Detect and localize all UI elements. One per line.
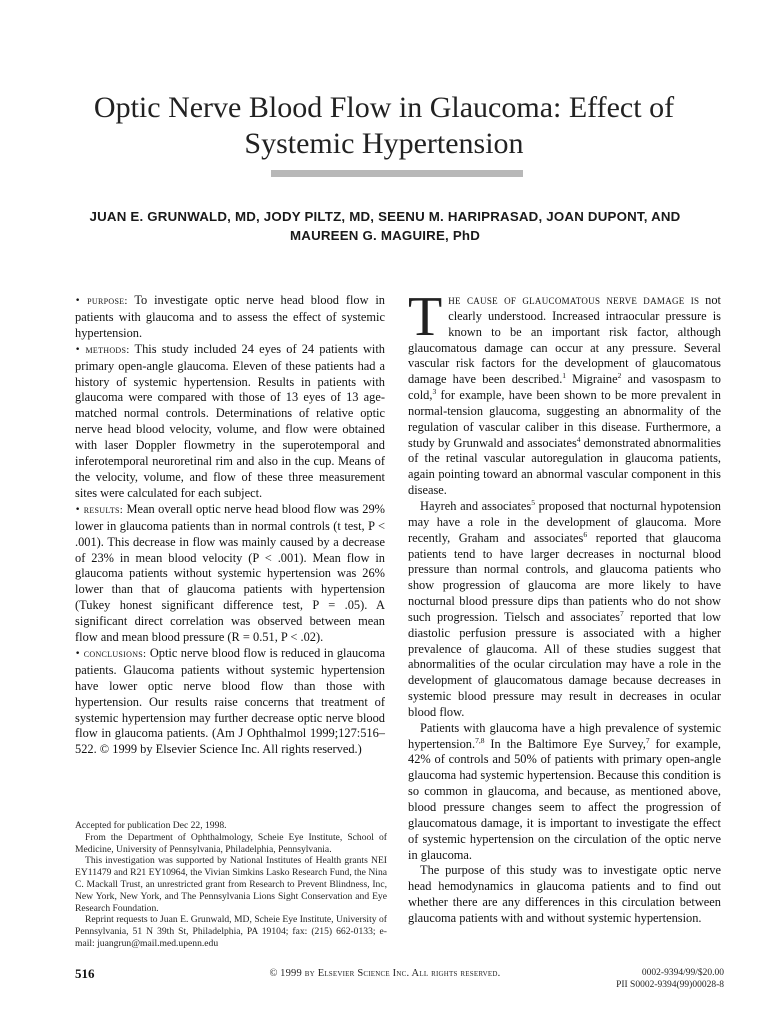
footnote-reprint: Reprint requests to Juan E. Grunwald, MD, Scheie Eye Institute, University of Pennsylvania, 51 N 39th St, Philadelphia, PA 19104; fax: (215) 662-0133; e-mail: juangrun@mail.med.upenn.edu: [75, 914, 387, 949]
bullet-icon: •: [75, 648, 81, 659]
page-number: 516: [75, 966, 95, 981]
section-label: purpose:: [87, 295, 128, 307]
footnote-affiliation: From the Department of Ophthalmology, Scheie Eye Institute, School of Medicine, University of Pennsylvania, Philadelphia, Pennsylvania.: [75, 831, 387, 855]
abstract-purpose: [75, 293, 385, 342]
section-label: conclusions:: [83, 647, 147, 660]
abstract-methods: [75, 342, 385, 502]
abstract-results: [75, 502, 385, 646]
body-paragraph-2: Hayreh and associates$^5$ proposed that nocturnal hypotension may have a role in the development of glaucoma. More recently, Graham and associates$^6$ reported that glaucoma patients tend to have larger decreases in nocturnal blood pressure than normal controls, and glaucoma patients who show progression of glaucoma are more likely to have nocturnal blood pressure dips than patients who do not show such progression. Tielsch and associates$^7$ reported that low diastolic perfusion pressure is associated with a higher prevalence of glaucoma. All of these studies suggest that abnormalities of the ocular circulation may have a role in the development of glaucomatous damage because decreases in systemic blood pressure may result in decreases in ocular blood flow.: [408, 497, 721, 719]
pii-code: PII S0002-9394(99)00028-8: [616, 979, 724, 990]
bullet-icon: •: [75, 504, 81, 515]
bullet-icon: •: [75, 296, 81, 306]
copyright-line: © 1999 by Elsevier Science Inc. All rights reserved.: [269, 968, 501, 979]
citation: 1: [562, 371, 567, 381]
body-text: [408, 286, 721, 927]
citation: 6: [583, 529, 588, 539]
section-text: Optic nerve blood flow is reduced in glaucoma patients. Glaucoma patients without systemic hypertension have lower optic nerve blood flow than those with hypertension. Our results raise concerns that treatment of systemic hypertension may further decrease optic nerve blood flow in glaucoma patients. (Am J Ophthalmol 1999;127:516–522. © 1999 by Elsevier Science Inc. All rights reserved.): [75, 645, 385, 757]
footnotes: [75, 820, 387, 950]
section-text: To investigate optic nerve head blood flow in patients with glaucoma and to assess the effect of systemic hypertension.: [75, 293, 386, 340]
body-paragraph-1: The cause of glaucomatous nerve damage is not clearly understood. Increased intraocular pressure is known to be an important risk factor, although glaucomatous damage can occur at any pressure. Several vascular risk factors for the development of glaucomatous damage have been described.$^1$ Migraine$^2$ and vasospasm to cold,$^3$ for example, have been shown to be more prevalent in normal-tension glaucoma, suggesting an abnormality of the regulation of vascular caliber in this disease. Furthermore, a study by Grunwald and associates$^4$ demonstrated abnormalities of the retinal vascular autoregulation in glaucoma patients, again pointing toward an abnormal vascular component in this disease.: [408, 286, 721, 498]
citation: 7: [619, 608, 624, 618]
citation: 7: [645, 735, 650, 745]
issn-code: 0002-9394/99/$20.00: [641, 968, 724, 978]
footnote-accepted: Accepted for publication Dec 22, 1998.: [75, 820, 227, 831]
body-paragraph-3: Patients with glaucoma have a high prevalence of systemic hypertension.$^{7,8}$ In the Baltimore Eye Survey,$^7$ for example, 42% of controls and 50% of patients with primary open-angle glaucoma had systemic hypertension. Because this condition is so common in glaucoma, and because, as mentioned above, blood pressure changes seem to affect the progression of glaucomatous damage, it is important to investigate the effect of systemic hypertension on the circulation of the optic nerve in glaucoma.: [408, 720, 721, 862]
section-text: Mean overall optic nerve head blood flow was 29% lower in glaucoma patients than in normal controls (t test, P < .001). This decrease in flow was mainly caused by a decrease of 23% in mean blood velocity (P < .001). Mean flow in glaucoma patients without systemic hypertension was 26% lower than that of glaucoma patients with hypertension (Tukey honest significant difference test, P = .05). A significant direct correlation was observed between mean flow and mean blood pressure (R = 0.51, P < .02).: [75, 501, 385, 645]
abstract: [75, 293, 385, 758]
footnote-funding: This investigation was supported by National Institutes of Health grants NEI EY11479 and R21 EY10964, the Vivian Simkins Lasko Research Fund, the Nina C. Mackall Trust, an unrestricted grant from Research to Prevent Blindness, Inc, New York, New York, and The Pennsylvania Lions Sight Conservation and Eye Research Foundation.: [75, 855, 387, 914]
body-paragraph-4: The purpose of this study was to investigate optic nerve head hemodynamics in glaucoma patients and to find out whether there are any differences in this circulation between glaucoma patients with and without systemic hypertension.: [408, 863, 721, 925]
citation: 5: [531, 497, 535, 507]
section-text: This study included 24 eyes of 24 patients with primary open-angle glaucoma. Eleven of these patients had a history of systemic hypertension. Results in patients with glaucoma were compared with those of 13 eyes of 13 age-matched normal controls. Determinations of relative optic nerve head blood velocity, volume, and flow were obtained with laser Doppler flowmetry in the superotemporal and inferotemporal neuroretinal rim and also in the cup. Means of the velocity, volume, and flow of these three measurement sites were calculated for each subject.: [75, 341, 385, 500]
article-codes: [616, 968, 724, 991]
section-label: methods:: [85, 343, 130, 356]
drop-cap: T: [408, 286, 443, 348]
bullet-icon: •: [75, 344, 81, 355]
title-divider: [271, 170, 523, 177]
citation: 3: [432, 386, 437, 396]
abstract-conclusions: [75, 646, 385, 758]
section-label: results:: [83, 503, 124, 516]
author-list: JUAN E. GRUNWALD, MD, JODY PILTZ, MD, SEENU M. HARIPRASAD, JOAN DUPONT, AND MAUREEN G. MAGUIRE, PhD: [89, 209, 681, 243]
citation: 2: [617, 371, 622, 381]
citation: 7,8: [475, 735, 485, 745]
citation: 4: [576, 434, 581, 444]
article-title: Optic Nerve Blood Flow in Glaucoma: Effect of Systemic Hypertension: [93, 91, 675, 161]
